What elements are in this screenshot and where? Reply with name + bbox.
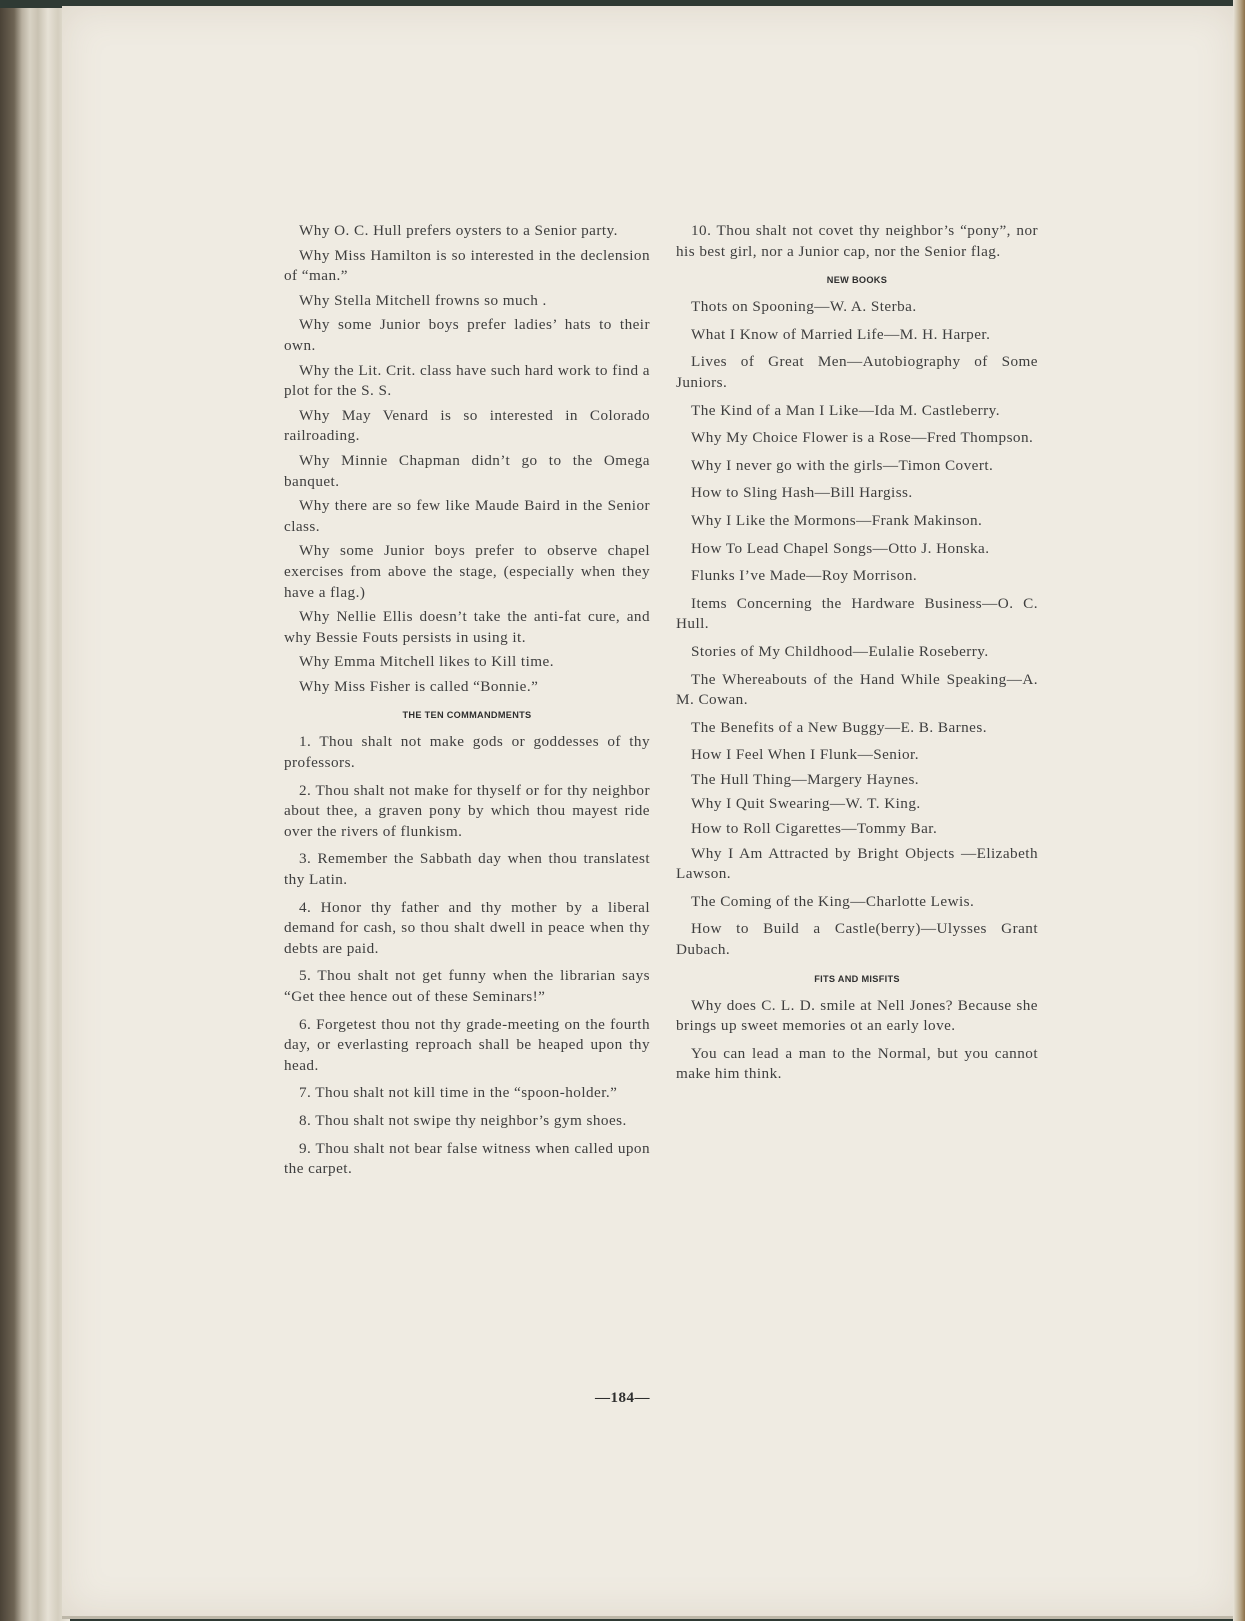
book-page-edges xyxy=(0,8,70,1621)
book-item: Lives of Great Men—Autobiography of Some Juniors. xyxy=(676,353,1038,391)
right-page-edge xyxy=(1233,0,1245,1621)
book-item: The Coming of the King—Charlotte Lewis. xyxy=(691,892,975,910)
new-books-list xyxy=(676,297,1038,960)
why-item: Why Nellie Ellis doesn’t take the anti-fat cure, and why Bessie Fouts persists in using it. xyxy=(284,608,650,646)
book-item: Why I Am Attracted by Bright Objects —Elizabeth Lawson. xyxy=(676,844,1038,883)
book-item: Stories of My Childhood—Eulalie Roseberry. xyxy=(691,642,989,660)
book-item: How to Build a Castle(berry)—Ulysses Grant Dubach. xyxy=(676,920,1038,959)
why-item: Why the Lit. Crit. class have such hard work to find a plot for the S. S. xyxy=(284,361,650,400)
book-item: The Hull Thing—Margery Haynes. xyxy=(691,770,920,788)
why-item: Why some Junior boys prefer to observe chapel exercises from above the stage, (especially when they have a flag.) xyxy=(284,542,650,601)
book-item: How I Feel When I Flunk—Senior. xyxy=(691,746,919,764)
right-column xyxy=(676,221,1038,1092)
commandment-item: 6. Forgetest thou not thy grade-meeting on the fourth day, or everlasting reproach shall be heaped upon thy head. xyxy=(284,1015,650,1074)
book-item: Why I Like the Mormons—Frank Makinson. xyxy=(691,511,983,529)
book-item: What I Know of Married Life—M. H. Harper. xyxy=(691,325,991,343)
book-item: How To Lead Chapel Songs—Otto J. Honska. xyxy=(691,539,990,557)
commandment-item: 5. Thou shalt not get funny when the librarian says “Get thee hence out of these Seminars!” xyxy=(284,967,650,1005)
why-item: Why Minnie Chapman didn’t go to the Omega banquet. xyxy=(284,451,650,490)
page-number: —184— xyxy=(595,1390,650,1406)
book-item: Why My Choice Flower is a Rose—Fred Thompson. xyxy=(691,429,1034,447)
book-item: The Benefits of a New Buggy—E. B. Barnes. xyxy=(691,718,987,736)
why-item: Why there are so few like Maude Baird in the Senior class. xyxy=(284,497,650,535)
commandments-list xyxy=(284,732,650,1179)
commandment-item: 8. Thou shalt not swipe thy neighbor’s gym shoes. xyxy=(299,1111,627,1129)
why-item: Why Emma Mitchell likes to Kill time. xyxy=(299,653,554,671)
book-item: Why I never go with the girls—Timon Covert. xyxy=(691,456,994,474)
why-item: Why Miss Fisher is called “Bonnie.” xyxy=(299,677,539,695)
commandment-item: 4. Honor thy father and thy mother by a liberal demand for cash, so thou shalt dwell in peace when thy debts are paid. xyxy=(284,898,650,957)
why-list xyxy=(284,221,650,697)
why-item: Why Stella Mitchell frowns so much . xyxy=(299,291,547,309)
book-item: Why I Quit Swearing—W. T. King. xyxy=(691,795,921,813)
commandment-item: 2. Thou shalt not make for thyself or for thy neighbor about thee, a graven pony by which thou mayest ride over the rivers of flunkism. xyxy=(284,781,650,840)
fits-item: Why does C. L. D. smile at Nell Jones? Because she brings up sweet memories ot an early love. xyxy=(676,996,1038,1035)
left-column xyxy=(284,221,650,1187)
book-item: How to Sling Hash—Bill Hargiss. xyxy=(691,484,913,502)
commandment-item: 1. Thou shalt not make gods or goddesses of thy professors. xyxy=(284,733,650,772)
new-books-heading: NEW BOOKS xyxy=(826,275,888,286)
commandment-item-10: 10. Thou shalt not covet thy neighbor’s “pony”, nor his best girl, nor a Junior cap, nor the Senior flag. xyxy=(676,222,1038,260)
book-item: Flunks I’ve Made—Roy Morrison. xyxy=(691,567,918,585)
commandment-item: 3. Remember the Sabbath day when thou translatest thy Latin. xyxy=(284,850,650,889)
fits-item: You can lead a man to the Normal, but you cannot make him think. xyxy=(676,1044,1038,1083)
fits-list xyxy=(676,996,1038,1085)
why-item: Why Miss Hamilton is so interested in the declension of “man.” xyxy=(284,246,650,285)
why-item: Why May Venard is so interested in Colorado railroading. xyxy=(284,406,650,445)
commandments-heading: THE TEN COMMANDMENTS xyxy=(402,710,532,721)
book-item: The Whereabouts of the Hand While Speaking—A. M. Cowan. xyxy=(676,670,1038,709)
book-item: How to Roll Cigarettes—Tommy Bar. xyxy=(691,820,938,838)
commandment-item: 7. Thou shalt not kill time in the “spoon-holder.” xyxy=(299,1084,618,1102)
book-item: The Kind of a Man I Like—Ida M. Castleberry. xyxy=(691,401,1000,419)
fits-heading: FITS AND MISFITS xyxy=(814,973,900,984)
commandment-item: 9. Thou shalt not bear false witness when called upon the carpet. xyxy=(284,1139,650,1178)
book-item: Items Concerning the Hardware Business—O. C. Hull. xyxy=(676,594,1038,633)
why-item: Why some Junior boys prefer ladies’ hats to their own. xyxy=(284,316,650,354)
book-item: Thots on Spooning—W. A. Sterba. xyxy=(691,298,917,316)
why-item: Why O. C. Hull prefers oysters to a Senior party. xyxy=(299,222,618,239)
